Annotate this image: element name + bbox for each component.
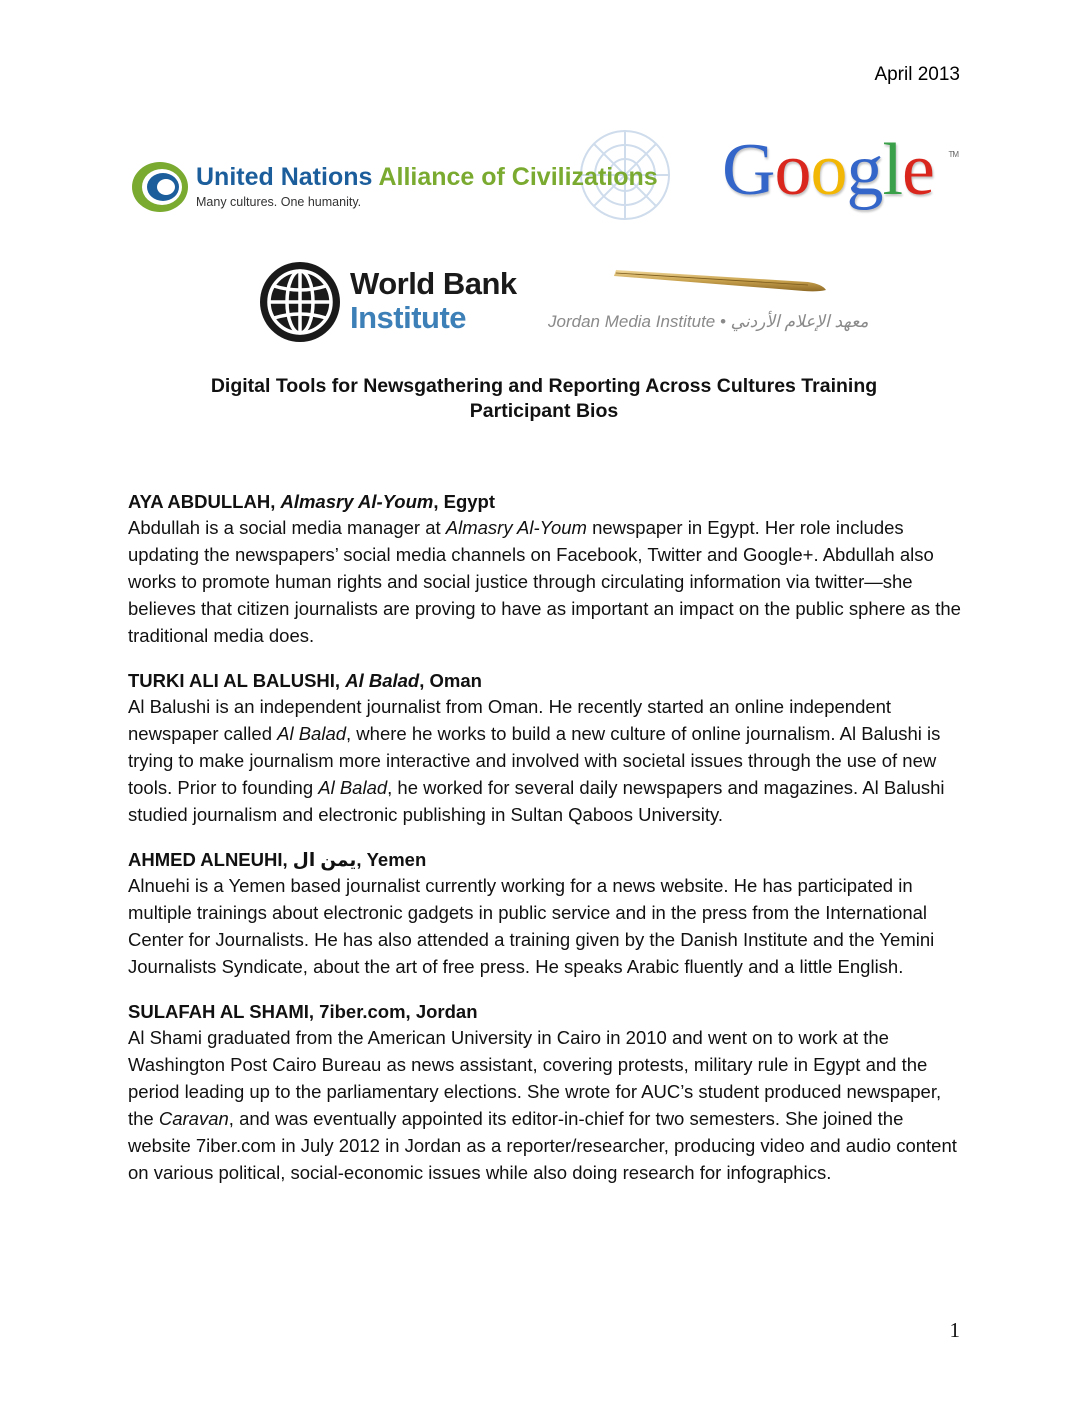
bio-heading: AYA ABDULLAH, Almasry Al-Youm, Egypt (128, 491, 495, 512)
jmi-name: Jordan Media Institute • معهد الإعلام الأردني (548, 312, 869, 331)
jordan-media-institute-logo (548, 262, 898, 342)
participant-bios (128, 490, 968, 1206)
bio-entry (128, 669, 968, 828)
bio-entry (128, 848, 968, 980)
unaoc-logo (130, 125, 690, 220)
world-bank-institute-logo (258, 258, 528, 344)
wbi-line2: Institute (350, 300, 467, 335)
bio-heading: TURKI ALI AL BALUSHI, Al Balad, Oman (128, 670, 482, 691)
bio-text: Alnuehi is a Yemen based journalist currently working for a news website. He has participated in multiple trainings about electronic gadgets in public service and in the press from the International Center for Journalists. He has also attended a training given by the Danish Institute and the Yemini Journalists Syndicate, about the art of free press. He speaks Arabic fluently and a little English. (128, 875, 935, 977)
bio-heading: SULAFAH AL SHAMI, 7iber.com, Jordan (128, 1001, 478, 1022)
document-title (128, 374, 960, 424)
bio-heading: AHMED ALNEUHI, يمن ال, Yemen (128, 849, 427, 870)
globe-icon (258, 260, 342, 344)
document-date: April 2013 (874, 64, 960, 85)
bio-text: Al Shami graduated from the American University in Cairo in 2010 and went on to work at the Washington Post Cairo Bureau as news assistant, covering protests, military rule in Egypt and the period leading up to the parliamentary elections. She wrote for AUC’s student produced newspaper, the Caravan, and was eventually appointed its editor-in-chief for two semesters. She joined the website 7iber.com in July 2012 in Jordan as a reporter/researcher, producing video and audio content on various political, social-economic issues while also doing research for infographics. (128, 1027, 957, 1183)
bio-entry (128, 490, 968, 649)
trademark-mark: TM (948, 150, 958, 159)
bio-text: Al Balushi is an independent journalist from Oman. He recently started an online independent newspaper called Al Balad, where he works to build a new culture of online journalism. Al Balushi is trying to make journalism more interactive and involved with societal issues through the use of new tools. Prior to founding Al Balad, he worked for several daily newspapers and magazines. Al Balushi studied journalism and electronic publishing in Sultan Qaboos University. (128, 696, 945, 825)
page-number: 1 (949, 1318, 960, 1342)
google-logo: Google TM (722, 129, 958, 211)
unaoc-tagline: Many cultures. One humanity. (196, 195, 362, 209)
wbi-line1: World Bank (350, 266, 517, 301)
unaoc-name: United Nations Alliance of Civilizations (196, 163, 658, 191)
reed-pen-icon (608, 262, 828, 302)
title-line-2: Participant Bios (469, 400, 619, 422)
bio-entry (128, 1000, 968, 1186)
title-line-1: Digital Tools for Newsgathering and Reporting Across Cultures Training (210, 375, 878, 397)
bio-text: Abdullah is a social media manager at Almasry Al-Youm newspaper in Egypt. Her role includes updating the newspapers’ social media channels on Facebook, Twitter and Google+. Abdullah also works to promote human rights and social justice through circulating information via twitter—she believes that citizen journalists are proving to have as important an impact on the public sphere as the traditional media does. (128, 517, 961, 646)
unaoc-swirl-icon (130, 159, 190, 215)
